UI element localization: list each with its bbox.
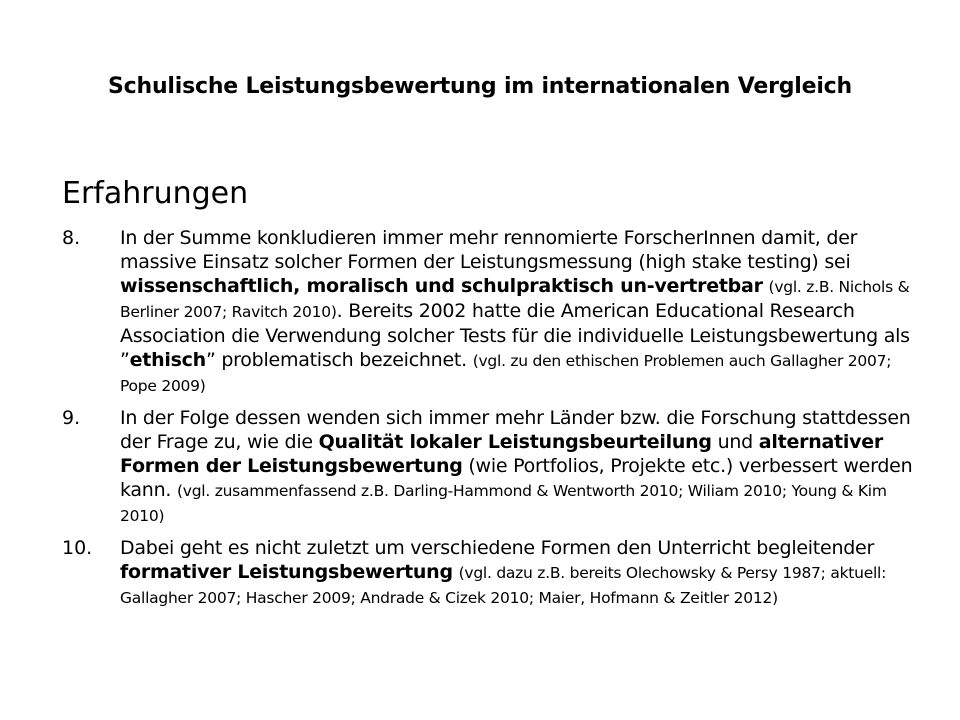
emphasis-text: Qualität lokaler Leistungsbeurteilung	[318, 431, 712, 453]
item-number: 9.	[62, 407, 81, 429]
emphasis-text: alternativer Formen der Leistungsbewertung	[120, 431, 884, 477]
section-heading: Erfahrungen	[62, 176, 249, 211]
reference-text: (vgl. zu den ethischen Problemen auch Gallagher 2007; Pope 2009)	[120, 352, 892, 395]
text-segment: ” problematisch bezeichnet.	[205, 349, 473, 371]
emphasis-text: wissenschaftlich, moralisch und schulpraktisch un-vertretbar	[120, 275, 763, 297]
reference-text: (vgl. zusammenfassend z.B. Darling-Hammond & Wentworth 2010; Wiliam 2010; Young & Kim 2010)	[120, 482, 887, 525]
text-segment: In der Summe konkludieren immer mehr rennomierte ForscherInnen damit, der massive Einsatz solcher Formen der Leistungsmessung (high stake testing) sei	[120, 227, 858, 273]
item-number: 10.	[62, 537, 93, 559]
text-segment: und	[711, 431, 759, 453]
item-text	[120, 406, 932, 528]
emphasis-text: formativer Leistungsbewertung	[120, 561, 453, 583]
list-item-10	[62, 536, 932, 610]
slide-title: Schulische Leistungsbewertung im internationalen Vergleich	[108, 74, 852, 99]
list-item-9	[62, 406, 932, 528]
numbered-list	[62, 226, 932, 618]
reference-text: (vgl. dazu z.B. bereits Olechowsky & Persy 1987; aktuell: Gallagher 2007; Hascher 2009; Andrade & Cizek 2010; Maier, Hofmann & Zeitler 2012)	[120, 564, 887, 607]
text-segment: (wie Portfolios, Projekte etc.) verbessert werden kann.	[120, 455, 913, 501]
reference-text: (vgl. z.B. Nichols & Berliner 2007; Ravitch 2010)	[120, 278, 910, 321]
emphasis-text: ethisch	[129, 349, 206, 371]
item-number: 8.	[62, 227, 81, 249]
text-segment: Dabei geht es nicht zuletzt um verschiedene Formen den Unterricht begleitender	[120, 537, 875, 559]
text-segment: In der Folge dessen wenden sich immer mehr Länder bzw. die Forschung stattdessen der Frage zu, wie die	[120, 407, 911, 453]
list-item-8	[62, 226, 932, 398]
text-segment: . Bereits 2002 hatte die American Educational Research Association die Verwendung solcher Tests für die individuelle Leistungsbewertung als ”	[120, 300, 910, 371]
item-text	[120, 536, 932, 610]
item-text	[120, 226, 932, 398]
